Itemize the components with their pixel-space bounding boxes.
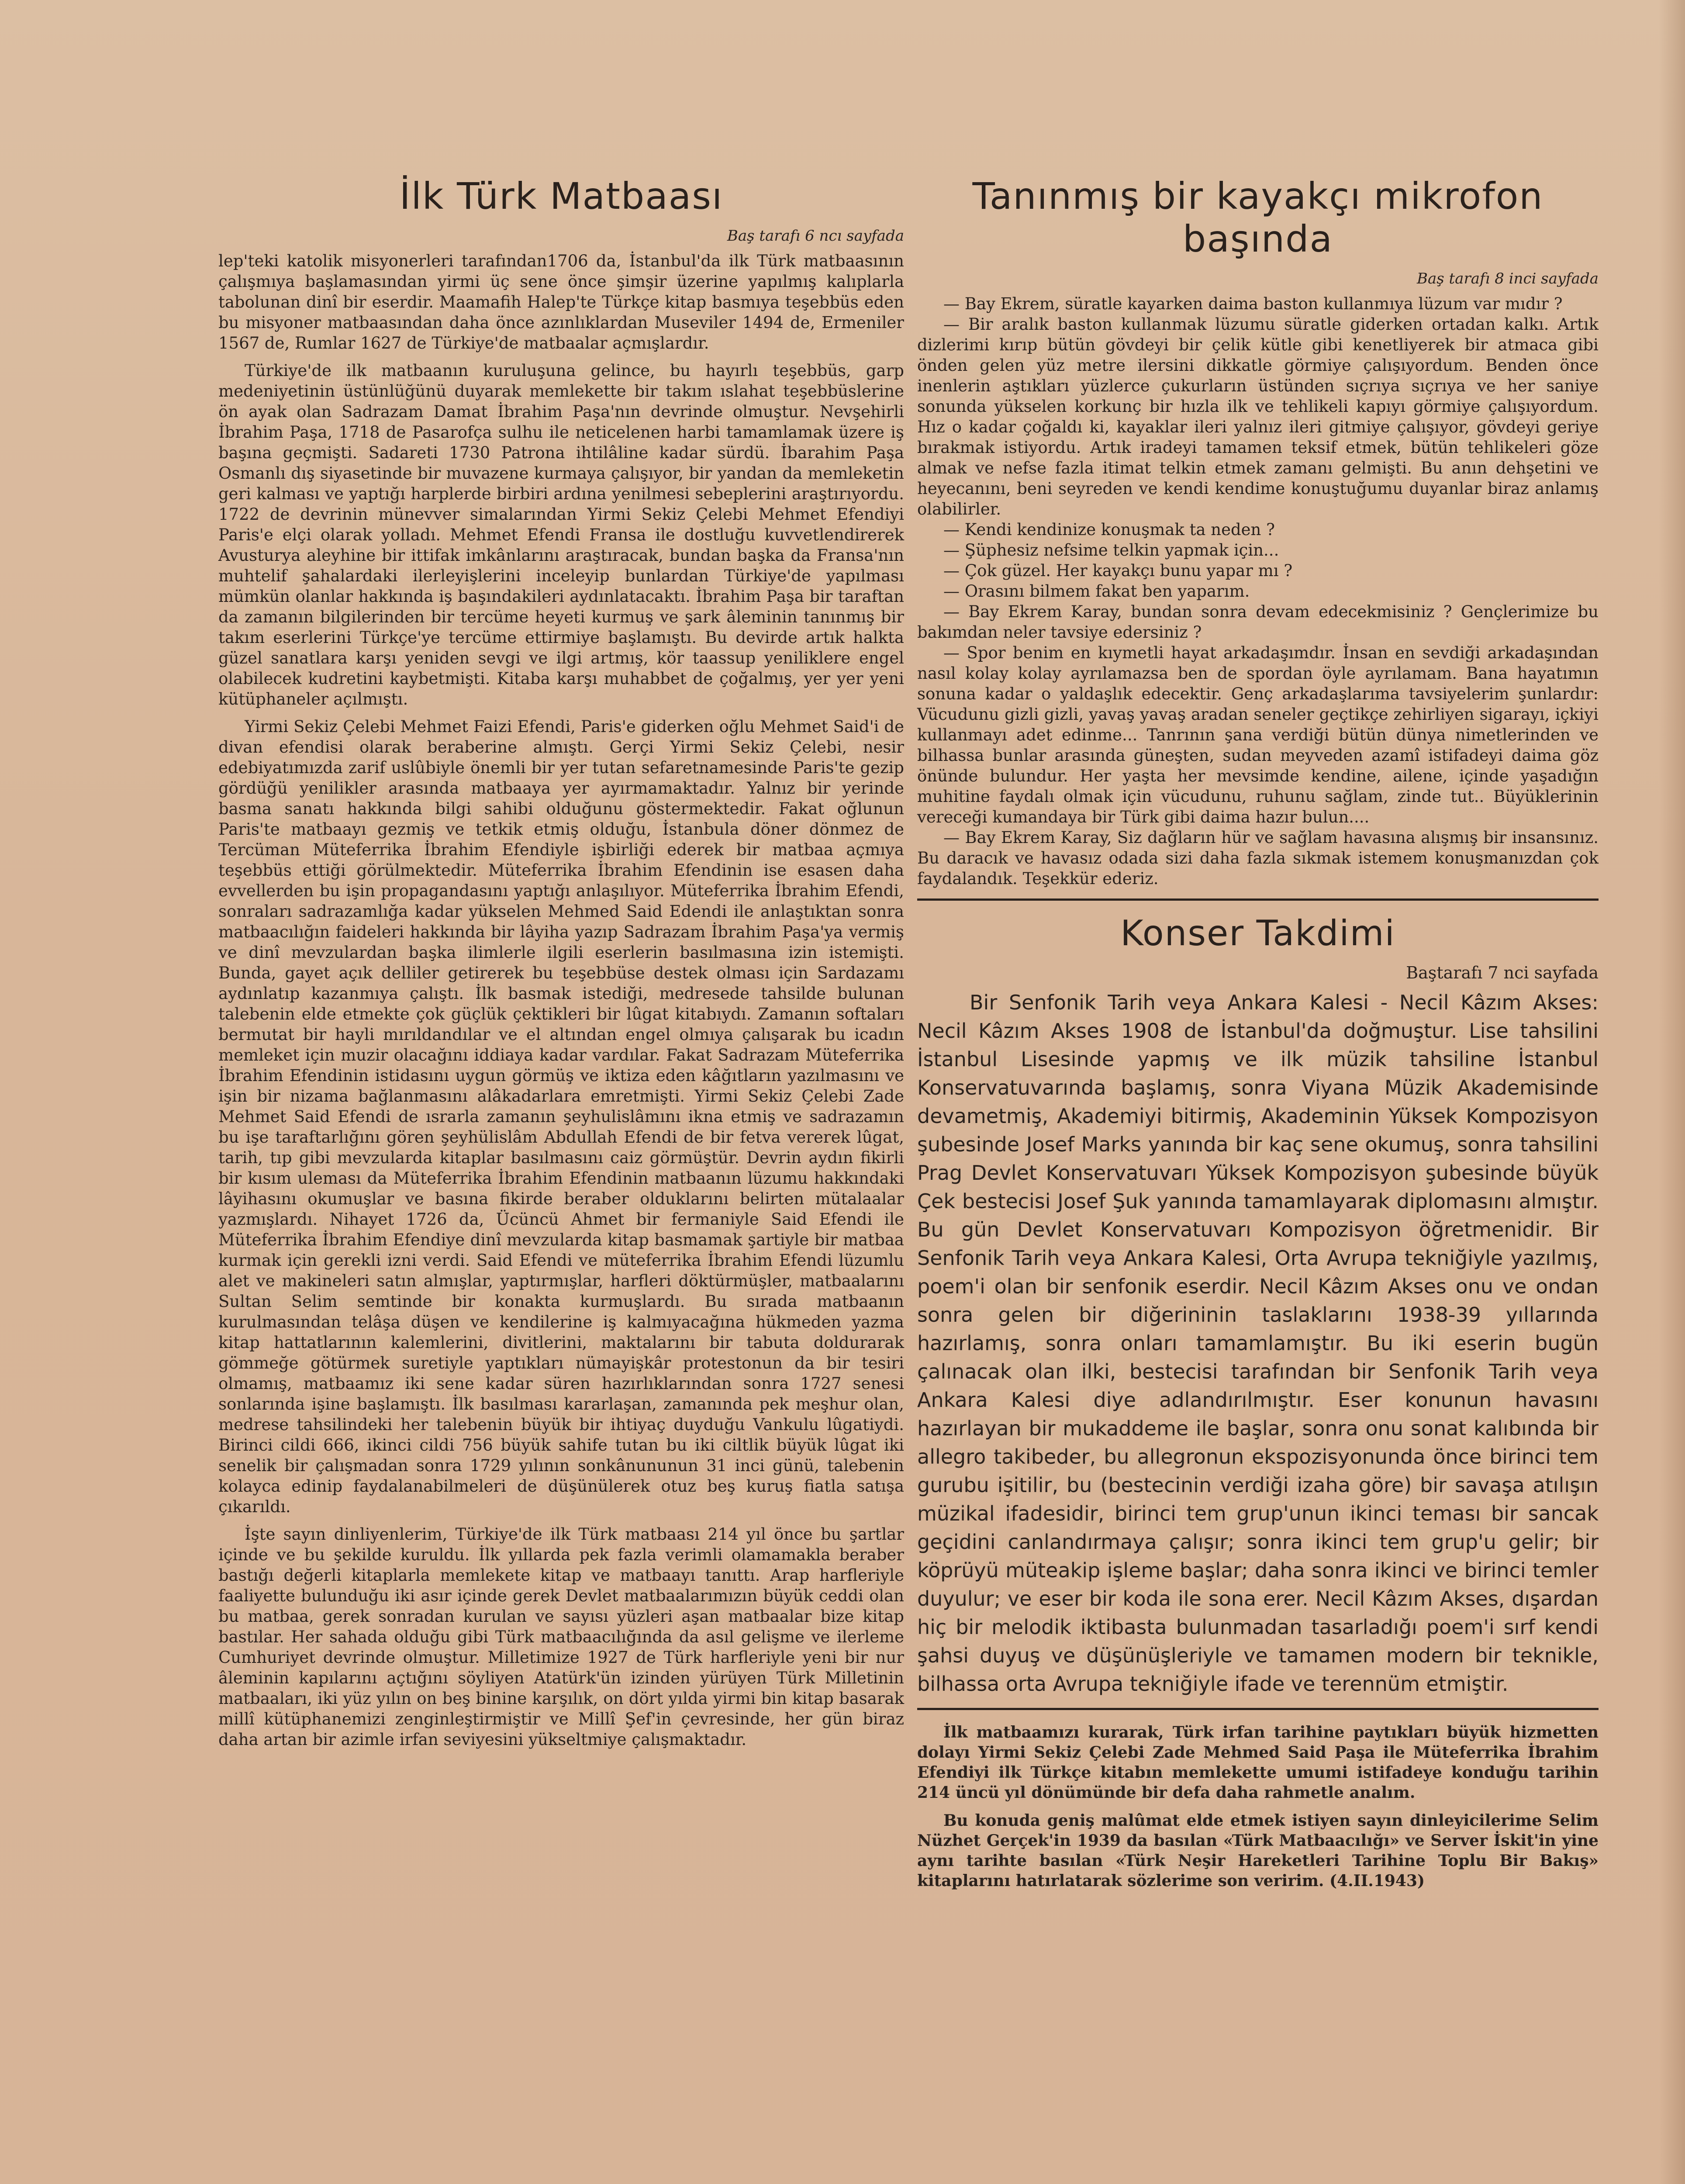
paragraph: — Bay Ekrem, süratle kayarken daima baston kullanmıya lüzum var mıdır ? — [943, 294, 1563, 313]
article-konser-takdimi — [917, 913, 1599, 1698]
paragraph: — Spor benim en kıymetli hayat arkadaşımdır. İnsan en sevdiği arkadaşından nasıl kolay kolay ayrılamazsa ben de spordan öyle ayrılamam. Bana hayatımın sonuna kadar o yaldaşlık edecektir. Genç arkadaşlarıma tavsiyelerim şunlardır: Vücudunu gizli gizli, yavaş yavaş aradan seneler geçtikçe zehirliyen sigarayı, içkiyi kullanmayı adet edinme... Tanrının şana verdiği bütün dünya nimetlerinden ve bilhassa bunlar arasında güneşten, sudan meyveden azamî istifadeyi daima göz önünde bulundur. Her yaşta her mevsimde kendine, ailene, içinde yaşadığın muhitine faydalı olmak için vücudunu, ruhunu sağlam, zinde tut.. Büyüklerinin vereceği kumandaya bir Türk gibi daima hazır bulun.... — [917, 643, 1599, 826]
paragraph: — Kendi kendinize konuşmak ta neden ? — [943, 520, 1275, 539]
closing-note — [917, 1722, 1599, 1891]
paragraph: — Çok güzel. Her kayakçı bunu yapar mı ? — [943, 561, 1293, 580]
article-title: Tanınmış bir kayakçı mikrofon başında — [972, 175, 1543, 260]
article-title: İlk Türk Matbaası — [399, 175, 723, 218]
paragraph: İlk matbaamızı kurarak, Türk irfan tarihine paytıkları büyük hizmetten dolayı Yirmi Sekiz Çelebi Zade Mehmed Said Paşa ile Müteferrika İbrahim Efendiyi ilk Türkçe kitabın memlekette umumi istifadeye konduğu tarihin 214 üncü yıl dönümünde bir defa daha rahmetle analım. — [917, 1723, 1599, 1802]
paragraph: — Şüphesiz nefsime telkin yapmak için... — [943, 541, 1279, 560]
article-body — [917, 988, 1599, 1698]
section-divider — [917, 1708, 1599, 1710]
article-kayakci — [917, 175, 1599, 889]
paragraph: — Bay Ekrem Karay, Siz dağların hür ve sağlam havasına alışmış bir insansınız. Bu daracık ve havasız odada sizi daha fazla sıkmak istemem konuşmanızdan çok faydalandık. Teşekkür ederiz. — [917, 828, 1599, 888]
paragraph: lep'teki katolik misyonerleri tarafından1706 da, İstanbul'da ilk Türk matbaasının çalışmıya başlamasından yirmi üç sene önce şimşir üzerine yapılmış kalıplarla tabolunan dinî bir eserdir. Maamafih Halep'te Türkçe kitap basmıya teşebbüs eden bu misyoner matbaasından daha önce azınlıklardan Museviler 1494 de, Ermeniler 1567 de, Rumlar 1627 de Türkiye'de matbaalar açmışlardır. — [218, 252, 904, 352]
article-title: Konser Takdimi — [1120, 913, 1395, 954]
paragraph: — Bay Ekrem Karay, bundan sonra devam edecekmisiniz ? Gençlerimize bu bakımdan neler tavsiye edersiniz ? — [917, 602, 1599, 642]
page-edge-shadow — [1659, 0, 1685, 2184]
continued-note: Baştarafı 7 nci sayfada — [1406, 963, 1599, 982]
paragraph: Yirmi Sekiz Çelebi Mehmet Faizi Efendi, Paris'e giderken oğlu Mehmet Said'i de divan efendisi olarak beraberine almıştı. Gerçi Yirmi Sekiz Çelebi, nesir edebiyatımızda zarif uslûbiyle önemli bir yer tutan sefaretnamesinde Paris'te gezip gördüğü yenilikler arasında matbaaya yer ayırmamaktadır. Yalnız bir yerinde basma sanatı hakkında bilgi sahibi olduğunu göstermektedir. Fakat oğlunun Paris'te matbaayı gezmiş ve tetkik etmiş olduğu, İstanbula döner dönmez de Tercüman Müteferrika İbrahim Efendiyle işbirliği ederek bir matbaa açmıya teşebbüs ettiği görülmektedir. Müteferrika İbrahim Efendinin ise esasen daha evvellerden bu işin propagandasını yaptığı anlaşılıyor. Müteferrika İbrahim Efendi, sonraları sadrazamlığa kadar yükselen Mehmed Said Edendi ile anlaştıktan sonra matbaacılığın faideleri hakkında bir lâyiha yazıp Sadrazam İbrahim Paşa'ya vermiş ve dinî mevzulardan başka ilimlerle ilgili eserlerin basılmasına izin istemişti. Bunda, gayet açık delliler getirerek bu teşebbüse destek olması için Sardazamı aydınlatıp kazanmıya çalıştı. İlk basmak istediği, medresede tahsilde bulunan talebenin elde etmekte çok güçlük çektikleri bir lûgat kitabıydı. Zamanın softaları bermutat bir hayli mırıldandılar ve el altından engel olmıya çalışarak bu icadın memleket için muzir olacağını iddiaya kadar vardılar. Fakat Sadrazam Müteferrika İbrahim Efendinin istidasını uygun görmüş ve iktiza eden kâğıtların yazılmasını ve işin bir nizama bağlanmasını alâkadarlara emretmişti. Yirmi Sekiz Çelebi Zade Mehmet Said Efendi de ısrarla zamanın şeyhulislâmını ikna etmiş ve sadrazamın bu işe taraftarlığını gören şeyhülislâm Abdullah Efendi de bir fetva vererek lûgat, tarih, tıp gibi mevzularda kitaplar basılmasını caiz görmüştür. Devrin aydın fikirli bir kısım uleması da Müteferrika İbrahim Efendinin matbaanın lüzumu hakkındaki lâyihasını okumuşlar ve basına fikirde beraber olduklarını belirten mütalaalar yazmışlardı. Nihayet 1726 da, Ücüncü Ahmet bir fermaniyle Said Efendi ile Müteferrika İbrahim Efendiye dinî mevzularda kitap basmamak şartiyle bir matbaa kurmak için gerekli izni verdi. Said Efendi ve müteferrika İbrahim Efendi lüzumlu alet ve makineleri satın almışlar, yaptırmışlar, harfleri döktürmüşler, matbaalarını Sultan Selim semtinde bir konakta kurmuşlardı. Bu sırada matbaanın kurulmasından telâşa düşen ve kendilerine iş kalmıyacağına hükmeden yazma kitap hattatlarının kalemlerini, divitlerini, maktalarını bir tabuta doldurarak gömmeğe götürmek suretiyle yaptıkları nümayişkâr protestonun da bir tesiri olmamış, matbaamız iki sene kadar süren hazırlıklarından sonra 1727 senesi sonlarında işine başlamıştı. İlk basılması kararlaşan, zamanında pek meşhur olan, medrese tahsilindeki her talebenin büyük bir ihtiyaç duyduğu Vankulu lûgatiydi. Birinci cildi 666, ikinci cildi 756 büyük sahife tutan bu iki ciltlik büyük lûgat iki senelik bir çalışmadan sonra 1729 yılının sonkânununun 31 inci günü, talebenin kolayca edinip faydalanabilmeleri de düşünülerek otuz beş kuruş fiatla satışa çıkarıldı. — [218, 717, 904, 1516]
paragraph: Bir Senfonik Tarih veya Ankara Kalesi - Necil Kâzım Akses: Necil Kâzım Akses 1908 de İstanbul'da doğmuştur. Lise tahsilini İstanbul Lisesinde yapmış ve ilk müzik tahsiline İstanbul Konservatuvarında başlamış, sonra Viyana Müzik Akademisinde devametmiş, Akademiyi bitirmiş, Akademinin Yüksek Kompozisyon şubesinde Josef Marks yanında bir kaç sene okumuş, sonra tahsilini Prag Devlet Konservatuvarı Yüksek Kompozisyon şubesinde büyük Çek bestecisi Josef Şuk yanında tamamlayarak diplomasını almıştır. Bu gün Devlet Konservatuvarı Kompozisyon öğretmenidir. Bir Senfonik Tarih veya Ankara Kalesi, Orta Avrupa tekniğiyle yazılmış, poem'i olan bir senfonik eserdir. Necil Kâzım Akses onu ve ondan sonra gelen bir diğerininin taslaklarını 1938-39 yıllarında hazırlamış, sonra onları tamamlamıştır. Bu iki eserin bugün çalınacak olan ilki, bestecisi tarafından bir Senfonik Tarih veya Ankara Kalesi diye adlandırılmıştır. Eser konunun havasını hazırlayan bir mukaddeme ile başlar, sonra onu sonat kalıbında bir allegro takibeder, bu allegronun ekspozisyonunda önce birinci tem gurubu işitilir, bu (bestecinin verdiği izaha göre) bir savaşa atılışın müzikal ifadesidir, birinci tem grup'unun ikinci teması bir sancak geçidini canlandırmaya çalışır; sonra ikinci tem grup'u gelir; bir köprüyü müteakip işleme başlar; daha sonra ikinci ve birinci temler duyulur; ve eser bir koda ile sona erer. Necil Kâzım Akses, dışardan hiç bir melodik iktibasta bulunmadan tasarladığı poem'i sırf kendi şahsi duyuş ve düşünüşleriyle ve tamamen modern bir teknikle, bilhassa orta Avrupa tekniğiyle ifade ve terennüm etmiştir. — [917, 991, 1599, 1696]
continued-note: Baş tarafı 8 inci sayfada — [1417, 270, 1599, 287]
paragraph: — Bir aralık baston kullanmak lüzumu süratle giderken ortadan kalkı. Artık dizlerimi kırıp bütün gövdeyi bir çelik kütle gibi kenetliyerek bir atmaca gibi önden gelen yüz metre ilersini dikkatle görmiye çalışıyordum. Benden önce inenlerin aştıkları yüzlerce çukurların üstünden sıçrıya sıçrıya ve her saniye sonunda yükselen korkunç bir hızla ilk ve tehlikeli kapıyı görmiye çalışıyordum. Hız o kadar çoğaldı ki, kayaklar ileri yalnız ileri gitmiye çalışıyor, gövdeyi geriye bırakmak istiyordu. Artık iradeyi tamamen teksif etmek, bütün tehlikeleri göze almak ve nefse fazla itimat telkin etmek zamanı gelmişti. Bu anın dehşetini ve heyecanını, beni seyreden ve kendi kendime konuştuğumu duyanlar biraz anlamış olabilirler. — [917, 315, 1599, 518]
article-body — [917, 294, 1599, 889]
right-column — [917, 157, 1599, 1891]
continued-note: Baş tarafı 6 ncı sayfada — [727, 227, 904, 245]
paragraph: Türkiye'de ilk matbaanın kuruluşuna gelince, bu hayırlı teşebbüs, garp medeniyetinin üstünlüğünü duyarak memlekette bir takım ıslahat teşebbüslerine ön ayak olan Sadrazam Damat İbrahim Paşa'nın devrinde olmuştur. Nevşehirli İbrahim Paşa, 1718 de Pasarofça sulhu ile neticelenen harbi tamamlamak üzere iş başına geçmişti. Sadareti 1730 Patrona ihtilâline kadar sürdü. İbarahim Paşa Osmanlı dış siyasetinde bir muvazene kurmaya çalışıyor, bir yandan da memleketin geri kalması ve yaptığı harplerde birbiri ardına yenilmesi sebeplerini araştırıyordu. 1722 de devrinin münevver simalarından Yirmi Sekiz Çelebi Mehmet Efendiyi Paris'e elçi olarak yolladı. Mehmet Efendi Fransa ile dostluğu kuvvetlendirerek Avusturya aleyhine bir ittifak imkânlarını araştıracak, bundan başka da Fransa'nın muhtelif şahalardaki ilerleyişlerini inceleyip bunlardan Türkiye'de yapılması mümkün olanlar hakkında iş başındakileri aydınlatacaktı. İbrahim Paşa bir taraftan da zamanın bilgilerinden bir tercüme heyeti kurmuş ve şark âleminin tanınmış bir takım eserlerini Türkçe'ye tercüme ettirmiye başlamıştı. Bu devirde artık halkta güzel sanatlara karşı yeniden sevgi ve ilgi artmış, kör taassup yeniliklere engel olabilecek kudretini kaybetmişti. Kitaba karşı muhabbet de çoğalmış, yer yer yeni kütüphaneler açılmıştı. — [218, 361, 904, 708]
section-divider — [917, 898, 1599, 901]
paragraph: Bu konuda geniş malûmat elde etmek istiyen sayın dinleyicilerime Selim Nüzhet Gerçek'in 1939 da basılan «Türk Matbaacılığı» ve Server İskit'in yine aynı tarihte basılan «Türk Neşir Hareketleri Tarihine Toplu Bir Bakış» kitaplarını hatırlatarak sözlerime son veririm. (4.II.1943) — [917, 1811, 1599, 1890]
article-body — [218, 251, 904, 1750]
paragraph: — Orasını bilmem fakat ben yaparım. — [943, 582, 1250, 601]
paragraph: İşte sayın dinliyenlerim, Türkiye'de ilk Türk matbaası 214 yıl önce bu şartlar içinde ve bu şekilde kuruldu. İlk yıllarda pek fazla verimli olamamakla beraber bastığı değerli kitaplarla memlekete kitap ve matbaayı tanıttı. Arap harfleriyle faaliyette bulunduğu iki asır içinde gerek Devlet matbaalarımızın büyük ceddi olan bu matbaa, gerek sonradan kurulan ve sayısı yüzleri aşan matbaalar bize kitap bastılar. Her sahada olduğu gibi Türk matbaacılığında da asıl gelişme ve ilerleme Cumhuriyet devrinde olmuştur. Milletimize 1927 de Türk harfleriyle yeni bir nur âleminin kapılarını açtığını söyliyen Atatürk'ün izinden yürüyen Türk Milletinin matbaaları, iki yüz yılın on beş binine karşılık, on dört yılda yirmi bin kitap basarak millî kütüphanemizi zenginleştirmiştir ve Millî Şef'in çevresinde, her gün biraz daha artan bir azimle irfan seviyesini yükseltmiye çalışmaktadır. — [218, 1525, 904, 1749]
article-ilk-turk-matbaasi — [218, 157, 904, 1750]
